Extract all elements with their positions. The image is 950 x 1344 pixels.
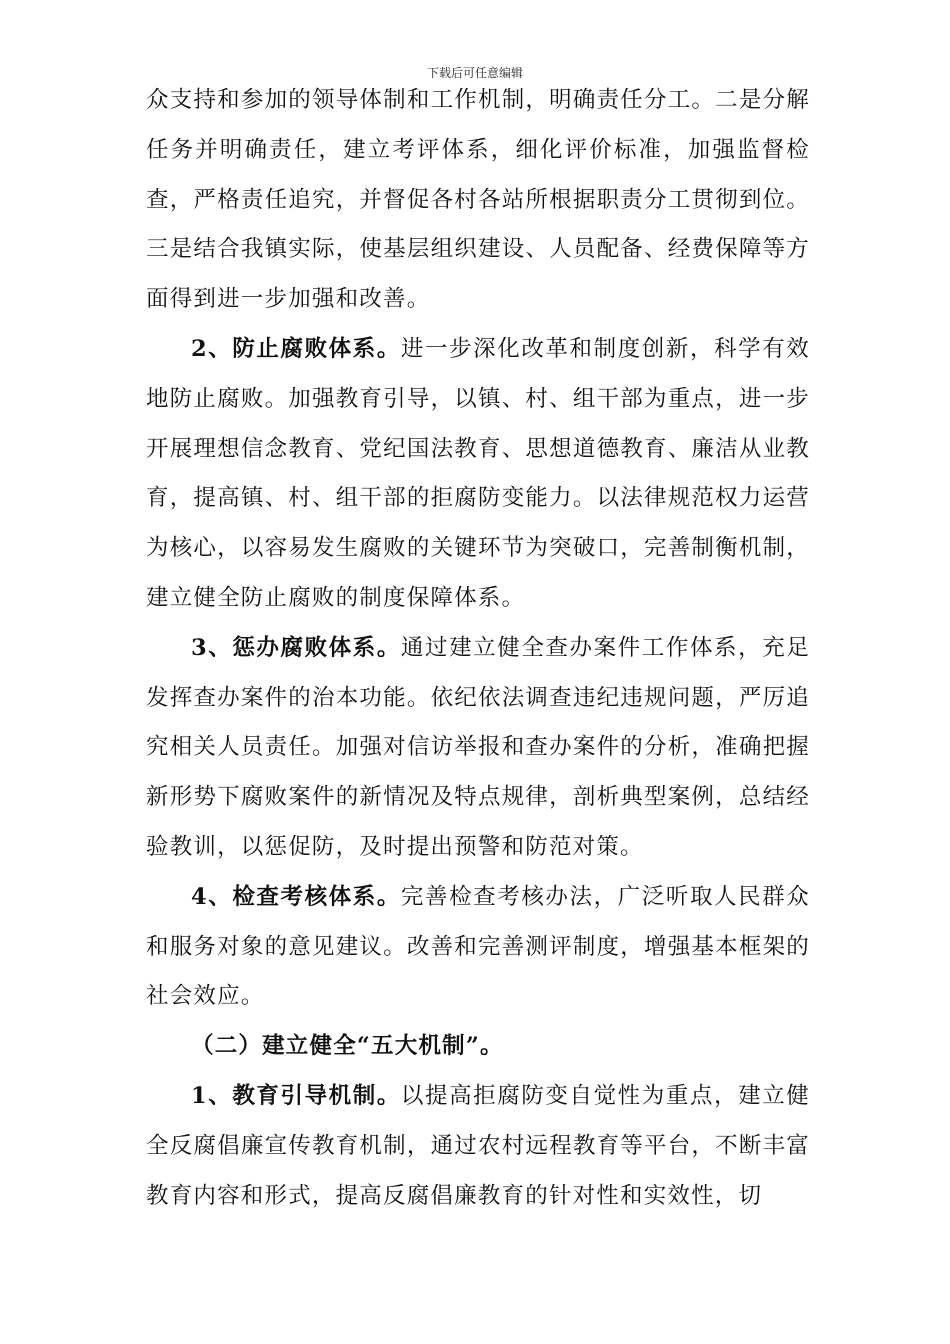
paragraph-anti-corruption-prevention — [146, 325, 810, 624]
page-header-note: 下载后可任意编辑 — [426, 66, 523, 80]
section-heading: （二）建立健全“五大机制”。 — [191, 1033, 504, 1060]
paragraph-text: 通过建立健全查办案件工作体系，充足发挥查办案件的治本功能。依纪依法调查违纪违规问题，严厉追究相关人员责任。加强对信访举报和查办案件的分析，准确把握新形势下腐败案件的新情况及特点规律，剖析典型案例，总结经验教训，以惩促防，及时提出预警和防范对策。 — [146, 634, 810, 860]
paragraph-text: 众支持和参加的领导体制和工作机制，明确责任分工。二是分解任务并明确责任，建立考评体系，细化评价标准，加强监督检查，严格责任追究，并督促各村各站所根据职责分工贯彻到位。三是结合我镇实际，使基层组织建设、人员配备、经费保障等方面得到进一步加强和改善。 — [146, 87, 810, 313]
paragraph-inspection-assessment — [146, 873, 810, 1022]
document-body — [146, 76, 810, 1221]
paragraph-heading: 4、检查考核体系。 — [191, 883, 401, 910]
paragraph-heading: 3、惩办腐败体系。 — [191, 634, 401, 661]
paragraph-heading: 1、教育引导机制。 — [191, 1082, 401, 1109]
paragraph-education-guidance — [146, 1072, 810, 1221]
paragraph-text: 完善检查考核办法，广泛听取人民群众和服务对象的意见建议。改善和完善测评制度，增强基本框架的社会效应。 — [146, 883, 810, 1010]
paragraph-corruption-punishment — [146, 624, 810, 873]
paragraph-text: 以提高拒腐防变自觉性为重点，建立健全反腐倡廉宣传教育机制，通过农村远程教育等平台，不断丰富教育内容和形式，提高反腐倡廉教育的针对性和实效性，切 — [146, 1082, 810, 1209]
paragraph-heading: 2、防止腐败体系。 — [191, 335, 401, 362]
paragraph-continuation — [146, 76, 810, 325]
paragraph-text: 进一步深化改革和制度创新，科学有效地防止腐败。加强教育引导，以镇、村、组干部为重点，进一步开展理想信念教育、党纪国法教育、思想道德教育、廉洁从业教育，提高镇、村、组干部的拒腐防变能力。以法律规范权力运营为核心，以容易发生腐败的关键环节为突破口，完善制衡机制，建立健全防止腐败的制度保障体系。 — [146, 335, 810, 611]
